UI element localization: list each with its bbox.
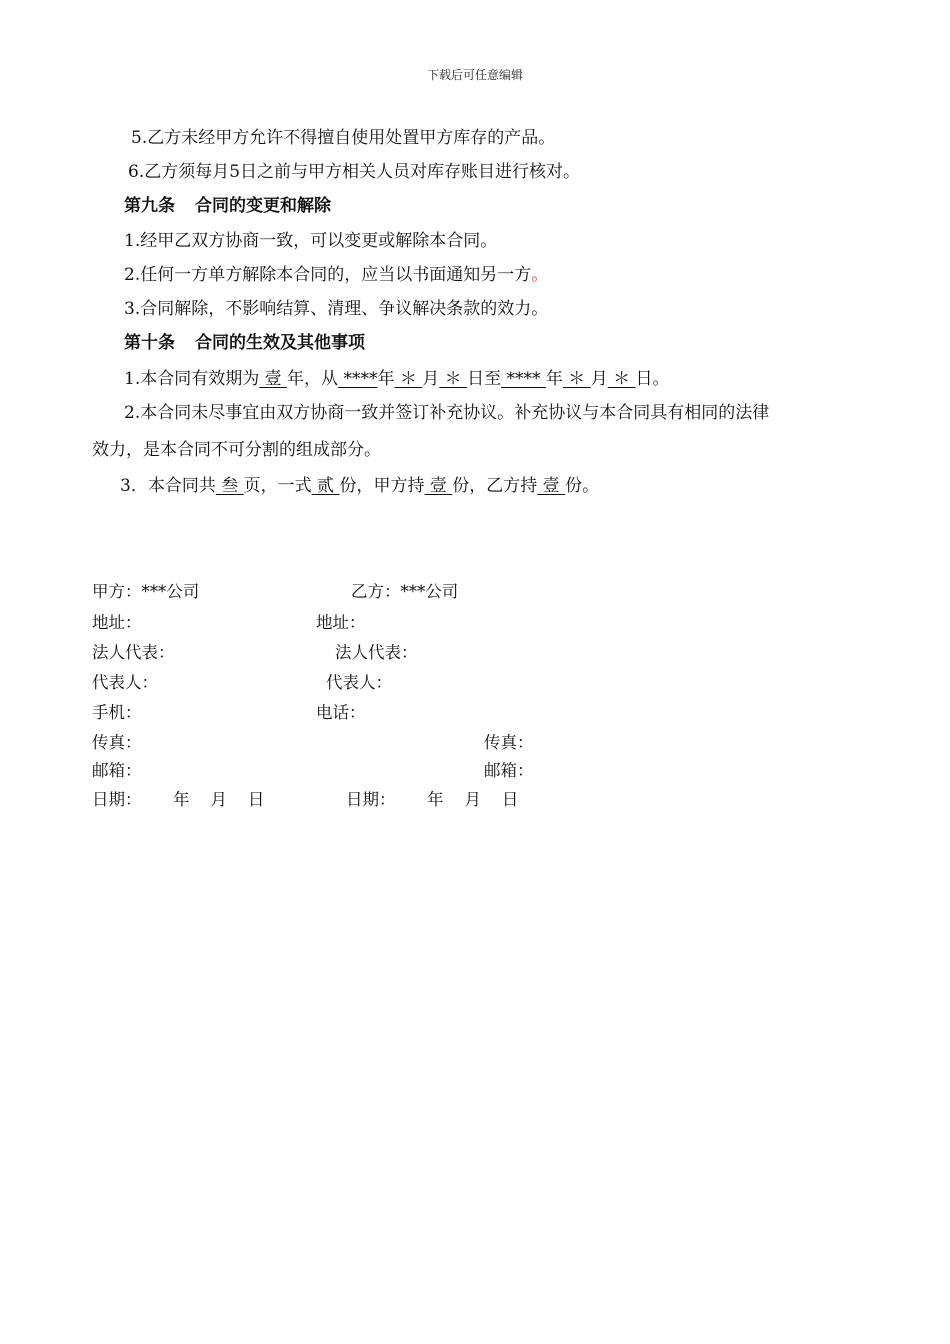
party-b-copies-blank: 壹 <box>537 476 566 496</box>
party-a-fax-label: 传真： <box>92 733 142 752</box>
copies-count-blank: 贰 <box>311 476 340 496</box>
term-from-text: 年，从 <box>287 369 339 389</box>
article-9-heading <box>124 195 331 217</box>
party-a-mobile-label: 手机： <box>92 703 142 722</box>
year-label: 年 <box>545 369 563 389</box>
pages-count-blank: 叁 <box>215 476 244 496</box>
article-10-heading <box>124 332 365 354</box>
article-9-clause-2-period: 。 <box>531 265 549 285</box>
article-9-clause-2 <box>124 264 548 286</box>
day-end-label: 日。 <box>635 369 670 389</box>
pages-prefix: 3．本合同共 <box>120 476 216 496</box>
article-10-clause-2-line-2: 效力，是本合同不可分割的组成部分。 <box>92 440 381 460</box>
article-10-clause-2-line-1: 2.本合同未尽事宜由双方协商一致并签订补充协议。补充协议与本合同具有相同的法律 <box>124 403 770 423</box>
party-b-representative-label: 代表人： <box>326 673 392 692</box>
party-b-email-label: 邮箱： <box>484 761 534 780</box>
party-a-legal-rep-label: 法人代表： <box>92 643 175 662</box>
end-day-blank: ＊ <box>607 369 636 389</box>
start-year-blank: **** <box>338 369 378 389</box>
party-a-date-label: 日期： 年 月 日 <box>92 790 265 809</box>
day-to-label: 日至 <box>467 369 502 389</box>
copies-prefix: 页，一式 <box>243 476 312 496</box>
party-a-representative-label: 代表人： <box>92 673 158 692</box>
end-year-blank: **** <box>501 369 546 389</box>
term-years-blank: 壹 <box>259 369 288 389</box>
party-a-address-label: 地址： <box>92 613 142 632</box>
clause-item-5: 5.乙方未经甲方允许不得擅自使用处置甲方库存的产品。 <box>131 128 556 148</box>
article-9-clause-1: 1.经甲乙双方协商一致，可以变更或解除本合同。 <box>124 231 498 251</box>
page-header-note: 下载后可任意编辑 <box>426 68 523 82</box>
article-9-title: 合同的变更和解除 <box>195 196 331 216</box>
clause-item-6: 6.乙方须每月5日之前与甲方相关人员对库存账目进行核对。 <box>128 162 581 182</box>
article-9-number: 第九条 <box>124 196 175 216</box>
party-b-legal-rep-label: 法人代表： <box>335 643 418 662</box>
end-month-blank: ＊ <box>562 369 591 389</box>
year-label: 年 <box>377 369 395 389</box>
party-b-copies-prefix: 份，乙方持 <box>452 476 538 496</box>
article-10-number: 第十条 <box>124 333 175 353</box>
article-10-title: 合同的生效及其他事项 <box>195 333 365 353</box>
party-b-address-label: 地址： <box>316 613 366 632</box>
copies-suffix: 份。 <box>565 476 600 496</box>
article-10-clause-3 <box>120 475 599 497</box>
party-a-email-label: 邮箱： <box>92 761 142 780</box>
party-b-date-label: 日期： 年 月 日 <box>346 790 519 809</box>
start-day-blank: ＊ <box>439 369 468 389</box>
article-9-clause-2-text: 2.任何一方单方解除本合同的，应当以书面通知另一方 <box>124 265 532 285</box>
article-10-clause-1 <box>124 368 670 390</box>
party-a-name: 甲方：***公司 <box>92 582 200 601</box>
article-9-clause-3: 3.合同解除，不影响结算、清理、争议解决条款的效力。 <box>124 299 549 319</box>
party-a-copies-blank: 壹 <box>424 476 453 496</box>
month-label: 月 <box>422 369 440 389</box>
party-b-fax-label: 传真： <box>484 733 534 752</box>
month-label: 月 <box>590 369 608 389</box>
start-month-blank: ＊ <box>394 369 423 389</box>
party-b-phone-label: 电话： <box>316 703 366 722</box>
term-prefix: 1.本合同有效期为 <box>124 369 260 389</box>
party-a-copies-prefix: 份，甲方持 <box>339 476 425 496</box>
party-b-name: 乙方：***公司 <box>351 582 459 601</box>
